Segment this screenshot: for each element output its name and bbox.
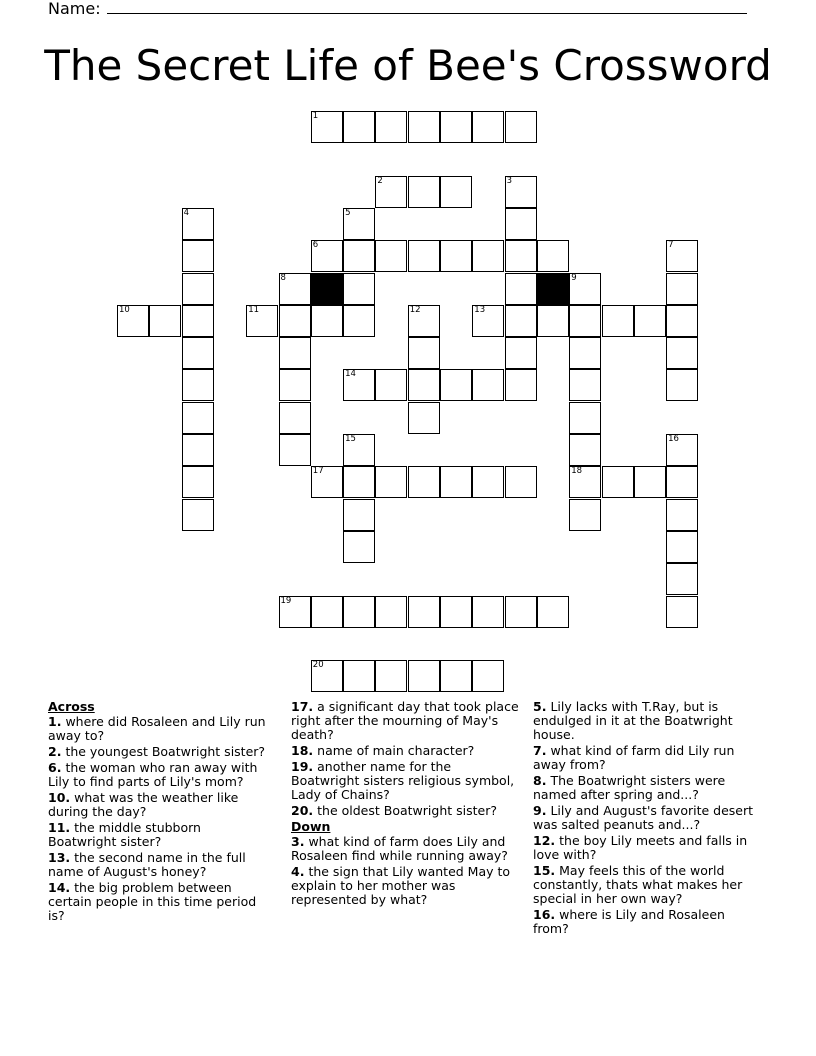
- grid-cell[interactable]: [537, 596, 569, 628]
- clue-text: another name for the Boatwright sisters religious symbol, Lady of Chains?: [291, 759, 515, 802]
- grid-cell[interactable]: [505, 208, 537, 240]
- grid-cell[interactable]: [408, 305, 440, 337]
- clue-num: 18.: [291, 743, 314, 758]
- clue-text: what kind of farm does Lily and Rosaleen find while running away?: [291, 834, 508, 863]
- clue-number: 16: [668, 434, 679, 444]
- grid-cell[interactable]: [375, 660, 407, 692]
- grid-cell[interactable]: [375, 596, 407, 628]
- grid-cell[interactable]: [311, 305, 343, 337]
- grid-cell[interactable]: [375, 176, 407, 208]
- across-clue: [48, 881, 273, 923]
- grid-cell[interactable]: [375, 240, 407, 272]
- grid-cell[interactable]: [666, 369, 698, 401]
- grid-cell[interactable]: [569, 402, 601, 434]
- clue-num: 8.: [533, 773, 547, 788]
- grid-cell[interactable]: [408, 660, 440, 692]
- grid-cell[interactable]: [472, 466, 504, 498]
- clue-text: the sign that Lily wanted May to explain to her mother was represented by what?: [291, 864, 511, 907]
- clue-text: a significant day that took place right after the mourning of May's death?: [291, 699, 519, 742]
- grid-cell[interactable]: [472, 596, 504, 628]
- clue-number: 7: [668, 240, 674, 251]
- clues-column-1: [48, 700, 273, 925]
- clue-number: 14: [345, 369, 356, 380]
- down-clue: [533, 834, 758, 862]
- clue-num: 1.: [48, 714, 62, 729]
- grid-cell[interactable]: [343, 305, 375, 337]
- clue-number: 12: [409, 304, 421, 315]
- grid-cell[interactable]: [182, 337, 214, 369]
- clue-number: 6: [312, 240, 319, 251]
- grid-cell[interactable]: [666, 305, 698, 337]
- across-clue: [291, 700, 519, 742]
- grid-cell[interactable]: [182, 240, 214, 272]
- down-clue: [533, 774, 758, 802]
- across-clue: [48, 791, 273, 819]
- down-clue: [533, 908, 758, 936]
- grid-cell[interactable]: [117, 305, 149, 337]
- grid-cell[interactable]: [472, 240, 504, 272]
- grid-cell[interactable]: [343, 660, 375, 692]
- grid-cell[interactable]: [440, 111, 472, 143]
- across-header: Across: [48, 699, 95, 714]
- grid-cell[interactable]: [182, 434, 214, 466]
- clue-text: the oldest Boatwright sister?: [317, 803, 497, 818]
- grid-cell[interactable]: [440, 176, 472, 208]
- clue-text: where did Rosaleen and Lily run away to?: [48, 714, 266, 743]
- grid-cell[interactable]: [569, 337, 601, 369]
- clue-text: the big problem between certain people in this time period is?: [48, 880, 257, 923]
- grid-cell[interactable]: [279, 369, 311, 401]
- clue-number: 18: [571, 466, 583, 477]
- grid-cell[interactable]: [343, 111, 375, 143]
- across-clue: [48, 761, 273, 789]
- grid-cell[interactable]: [343, 531, 375, 563]
- grid-cell[interactable]: [311, 111, 343, 143]
- grid-cell[interactable]: [182, 499, 214, 531]
- grid-cell[interactable]: [311, 240, 343, 272]
- across-clue: [291, 804, 519, 818]
- across-clue: [48, 745, 273, 759]
- grid-cell[interactable]: [472, 369, 504, 401]
- clue-number: 17: [312, 466, 324, 477]
- grid-cell[interactable]: [569, 466, 601, 498]
- black-cell: [311, 273, 343, 305]
- grid-cell[interactable]: [343, 499, 375, 531]
- grid-cell[interactable]: [666, 240, 698, 272]
- grid-cell[interactable]: [569, 369, 601, 401]
- grid-cell[interactable]: [666, 337, 698, 369]
- grid-cell[interactable]: [666, 531, 698, 563]
- down-header: Down: [291, 819, 331, 834]
- grid-cell[interactable]: [666, 273, 698, 305]
- grid-cell[interactable]: [505, 273, 537, 305]
- clue-text: Lily and August's favorite desert was salted peanuts and...?: [533, 803, 754, 832]
- grid-cell[interactable]: [375, 111, 407, 143]
- grid-cell[interactable]: [666, 434, 698, 466]
- page-title: The Secret Life of Bee's Crossword: [44, 41, 772, 90]
- across-clue: [48, 821, 273, 849]
- grid-cell[interactable]: [311, 660, 343, 692]
- name-label: Name:: [48, 0, 101, 18]
- clue-num: 4.: [291, 864, 305, 879]
- grid-cell[interactable]: [343, 466, 375, 498]
- clue-number: 11: [248, 304, 260, 315]
- grid-cell[interactable]: [279, 337, 311, 369]
- clue-num: 7.: [533, 743, 547, 758]
- clue-num: 19.: [291, 759, 314, 774]
- clue-num: 15.: [533, 863, 556, 878]
- grid-cell[interactable]: [182, 305, 214, 337]
- clue-num: 6.: [48, 760, 62, 775]
- grid-cell[interactable]: [408, 466, 440, 498]
- grid-cell[interactable]: [182, 273, 214, 305]
- clue-text: the middle stubborn Boatwright sister?: [48, 820, 201, 849]
- clue-num: 3.: [291, 834, 305, 849]
- clue-num: 10.: [48, 790, 71, 805]
- clue-text: what kind of farm did Lily run away from?: [533, 743, 735, 772]
- clue-num: 20.: [291, 803, 314, 818]
- clue-number: 19: [280, 595, 292, 606]
- grid-cell[interactable]: [279, 596, 311, 628]
- grid-cell[interactable]: [440, 369, 472, 401]
- clue-text: the second name in the full name of August's honey?: [48, 850, 246, 879]
- grid-cell[interactable]: [505, 337, 537, 369]
- grid-cell[interactable]: [343, 596, 375, 628]
- grid-cell[interactable]: [343, 208, 375, 240]
- grid-cell[interactable]: [569, 273, 601, 305]
- grid-cell[interactable]: [279, 273, 311, 305]
- across-clue: [291, 744, 519, 758]
- clue-text: what was the weather like during the day?: [48, 790, 239, 819]
- grid-cell[interactable]: [440, 240, 472, 272]
- grid-cell[interactable]: [666, 466, 698, 498]
- grid-cell[interactable]: [149, 305, 181, 337]
- grid-cell[interactable]: [375, 369, 407, 401]
- clue-num: 14.: [48, 880, 71, 895]
- grid-cell[interactable]: [505, 240, 537, 272]
- down-clue: [291, 865, 519, 907]
- grid-cell[interactable]: [182, 466, 214, 498]
- grid-cell[interactable]: [408, 337, 440, 369]
- clue-number: 5: [345, 207, 351, 218]
- clue-num: 12.: [533, 833, 556, 848]
- grid-cell[interactable]: [634, 466, 666, 498]
- down-clue: [533, 744, 758, 772]
- grid-cell[interactable]: [375, 466, 407, 498]
- grid-cell[interactable]: [472, 305, 504, 337]
- grid-cell[interactable]: [472, 111, 504, 143]
- grid-cell[interactable]: [279, 434, 311, 466]
- grid-cell[interactable]: [343, 434, 375, 466]
- clue-number: 3: [506, 175, 513, 186]
- grid-cell[interactable]: [408, 369, 440, 401]
- grid-cell[interactable]: [182, 369, 214, 401]
- grid-cell[interactable]: [634, 305, 666, 337]
- clue-text: where is Lily and Rosaleen from?: [533, 907, 725, 936]
- grid-cell[interactable]: [666, 499, 698, 531]
- grid-cell[interactable]: [505, 111, 537, 143]
- clue-num: 17.: [291, 699, 314, 714]
- down-clue: [291, 835, 519, 863]
- clues-column-3: [533, 700, 758, 938]
- grid-cell[interactable]: [505, 176, 537, 208]
- grid-cell[interactable]: [343, 369, 375, 401]
- grid-cell[interactable]: [505, 305, 537, 337]
- clue-number: 13: [474, 304, 486, 315]
- clue-number: 10: [119, 304, 130, 315]
- grid-cell[interactable]: [311, 596, 343, 628]
- clue-number: 8: [280, 272, 286, 283]
- down-clue: [533, 864, 758, 906]
- down-clue: [533, 700, 758, 742]
- clue-number: 20: [312, 660, 324, 671]
- clue-num: 16.: [533, 907, 556, 922]
- clue-num: 13.: [48, 850, 71, 865]
- clue-number: 9: [571, 272, 577, 283]
- clue-text: Lily lacks with T.Ray, but is endulged in it at the Boatwright house.: [533, 699, 733, 742]
- grid-cell[interactable]: [408, 402, 440, 434]
- clue-number: 2: [377, 175, 383, 186]
- clue-text: the youngest Boatwright sister?: [65, 744, 266, 759]
- across-clue: [291, 760, 519, 802]
- grid-cell[interactable]: [408, 176, 440, 208]
- grid-cell[interactable]: [537, 240, 569, 272]
- grid-cell[interactable]: [505, 369, 537, 401]
- clue-number: 4: [183, 207, 190, 218]
- grid-cell[interactable]: [408, 111, 440, 143]
- clue-num: 2.: [48, 744, 62, 759]
- grid-cell[interactable]: [311, 466, 343, 498]
- clue-num: 5.: [533, 699, 547, 714]
- grid-cell[interactable]: [343, 273, 375, 305]
- clue-text: May feels this of the world constantly, thats what makes her special in her own way?: [533, 863, 743, 906]
- grid-cell[interactable]: [602, 466, 634, 498]
- grid-cell[interactable]: [182, 402, 214, 434]
- clue-number: 15: [345, 434, 356, 444]
- clue-num: 9.: [533, 803, 547, 818]
- across-clue: [48, 851, 273, 879]
- clue-text: The Boatwright sisters were named after spring and...?: [533, 773, 726, 802]
- grid-cell[interactable]: [408, 596, 440, 628]
- grid-cell[interactable]: [472, 660, 504, 692]
- grid-cell[interactable]: [537, 305, 569, 337]
- grid-cell[interactable]: [440, 466, 472, 498]
- clue-text: the woman who ran away with Lily to find parts of Lily's mom?: [48, 760, 258, 789]
- grid-cell[interactable]: [279, 305, 311, 337]
- grid-cell[interactable]: [246, 305, 278, 337]
- grid-cell[interactable]: [440, 596, 472, 628]
- grid-cell[interactable]: [343, 240, 375, 272]
- grid-cell[interactable]: [505, 466, 537, 498]
- grid-cell[interactable]: [279, 402, 311, 434]
- clue-text: the boy Lily meets and falls in love with?: [533, 833, 748, 862]
- clue-text: name of main character?: [317, 743, 475, 758]
- clue-number: 1: [312, 111, 319, 121]
- grid-cell[interactable]: [408, 240, 440, 272]
- clues-column-2: [291, 700, 519, 909]
- grid-cell[interactable]: [666, 596, 698, 628]
- grid-cell[interactable]: [602, 305, 634, 337]
- grid-cell[interactable]: [666, 563, 698, 595]
- grid-cell[interactable]: [182, 208, 214, 240]
- black-cell: [537, 273, 569, 305]
- grid-cell[interactable]: [569, 499, 601, 531]
- across-clue: [48, 715, 273, 743]
- down-clue: [533, 804, 758, 832]
- grid-cell[interactable]: [505, 596, 537, 628]
- clue-num: 11.: [48, 820, 71, 835]
- grid-cell[interactable]: [440, 660, 472, 692]
- grid-cell[interactable]: [569, 434, 601, 466]
- grid-cell[interactable]: [569, 305, 601, 337]
